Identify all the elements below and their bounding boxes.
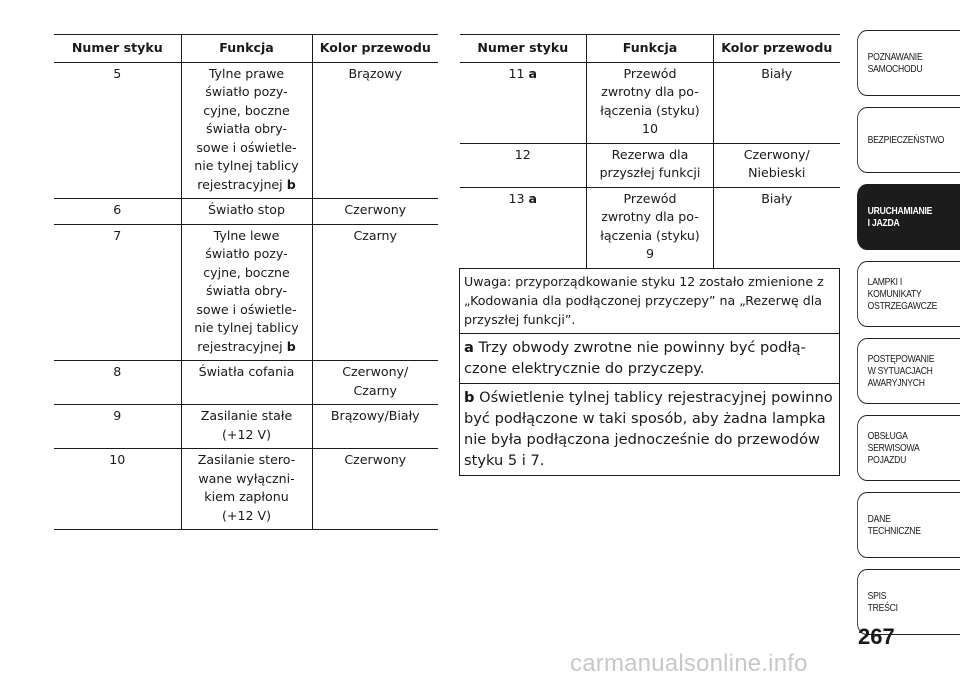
table-row: [460, 62, 840, 143]
wire-color: Czerwony: [312, 449, 438, 530]
tab-label: LAMPKI I: [867, 276, 903, 288]
wire-color: Czarny: [312, 224, 438, 361]
header-color: Kolor przewodu: [714, 35, 840, 63]
wire-color: Brązowy/Biały: [312, 405, 438, 449]
pin-function: Światła cofania: [181, 361, 312, 405]
tab-bezpieczenstwo[interactable]: [857, 107, 960, 173]
pin-table-left: [54, 34, 438, 530]
header-function: Funkcja: [587, 35, 714, 63]
footnote-a: a Trzy obwody zwrotne nie powinny być podłą-czone elektrycznie do przyczepy.: [460, 333, 840, 383]
pin-number: 9: [54, 405, 181, 449]
footnote-row: [460, 333, 840, 383]
pin-function: Tylne lewe światło pozy-cyjne, boczne światła obry-sowe i oświetle-nie tylnej tablicy rejestracyjnej b: [181, 224, 312, 361]
pin-number: 5: [54, 62, 181, 199]
pin-number: 8: [54, 361, 181, 405]
table-row: [54, 405, 438, 449]
tab-label: W SYTUACJACH: [867, 365, 933, 377]
footnote-b: b Oświetlenie tylnej tablicy rejestracyjnej powinno być podłączone w taki sposób, aby żadna lampka nie była podłączona jednocześnie do przewodów styku 5 i 7.: [460, 383, 840, 475]
tab-label: POSTĘPOWANIE: [867, 353, 935, 365]
header-pin: Numer styku: [54, 35, 181, 63]
tab-label: OSTRZEGAWCZE: [867, 300, 938, 312]
table-row: [54, 62, 438, 199]
footnote-row: [460, 383, 840, 475]
tab-label: BEZPIECZEŃSTWO: [867, 134, 945, 146]
tab-uruchamianie-i-jazda[interactable]: [857, 184, 960, 250]
wire-color: Biały: [714, 187, 840, 268]
pin-number: 13 a: [460, 187, 587, 268]
header-color: Kolor przewodu: [312, 35, 438, 63]
pin-function: Rezerwa dla przyszłej funkcji: [587, 143, 714, 187]
tab-dane-techniczne[interactable]: [857, 492, 960, 558]
page-number: 267: [858, 624, 895, 649]
tab-lampki-i-komunikaty[interactable]: [857, 261, 960, 327]
tab-label: TECHNICZNE: [867, 525, 921, 537]
pin-number: 6: [54, 199, 181, 225]
tab-label: URUCHAMIANIE: [867, 205, 933, 217]
header-function: Funkcja: [181, 35, 312, 63]
pin-number: 11 a: [460, 62, 587, 143]
table-header-row: [54, 35, 438, 63]
pin-function: Przewód zwrotny dla po-łączenia (styku) 9: [587, 187, 714, 268]
wire-color: Czerwony/ Czarny: [312, 361, 438, 405]
table-row: [54, 361, 438, 405]
table-row: [54, 224, 438, 361]
tab-poznawanie-samochodu[interactable]: [857, 30, 960, 96]
tab-postepowanie-awaryjne[interactable]: [857, 338, 960, 404]
table-row: [54, 199, 438, 225]
pin-table-right: [459, 34, 840, 476]
pin-number: 7: [54, 224, 181, 361]
tab-label: POJAZDU: [867, 454, 907, 466]
pin-function: Światło stop: [181, 199, 312, 225]
tab-label: KOMUNIKATY: [867, 288, 922, 300]
pin-number: 12: [460, 143, 587, 187]
wire-color: Brązowy: [312, 62, 438, 199]
tab-obsluga-serwisowa[interactable]: [857, 415, 960, 481]
table-header-row: [460, 35, 840, 63]
tab-label: AWARYJNYCH: [867, 377, 925, 389]
tab-label: SAMOCHODU: [867, 63, 923, 75]
pin-function: Zasilanie stero-wane wyłączni-kiem zapłonu (+12 V): [181, 449, 312, 530]
watermark: carmanualsonline.info: [570, 650, 808, 677]
header-pin: Numer styku: [460, 35, 587, 63]
note-row: [460, 268, 840, 333]
table-row: [460, 143, 840, 187]
wire-color: Biały: [714, 62, 840, 143]
tab-label: SERWISOWA: [867, 442, 920, 454]
pin-function: Przewód zwrotny dla po-łączenia (styku) 10: [587, 62, 714, 143]
tab-label: DANE: [867, 513, 891, 525]
tab-label: TREŚCI: [867, 602, 898, 614]
pin-function: Tylne prawe światło pozy-cyjne, boczne światła obry-sowe i oświetle-nie tylnej tablicy rejestracyjnej b: [181, 62, 312, 199]
wire-color: Czerwony: [312, 199, 438, 225]
tab-label: OBSŁUGA: [867, 430, 908, 442]
tab-label: I JAZDA: [867, 217, 900, 229]
tab-label: POZNAWANIE: [867, 51, 923, 63]
table-row: [460, 187, 840, 268]
wire-color: Czerwony/ Niebieski: [714, 143, 840, 187]
pin-function: Zasilanie stałe (+12 V): [181, 405, 312, 449]
section-tabs: [857, 30, 960, 646]
tab-label: SPIS: [867, 590, 887, 602]
table-row: [54, 449, 438, 530]
pin-number: 10: [54, 449, 181, 530]
table-note: Uwaga: przyporządkowanie styku 12 zostało zmienione z „Kodowania dla podłączonej przyczepy” na „Rezerwę dla przyszłej funkcji”.: [460, 268, 840, 333]
